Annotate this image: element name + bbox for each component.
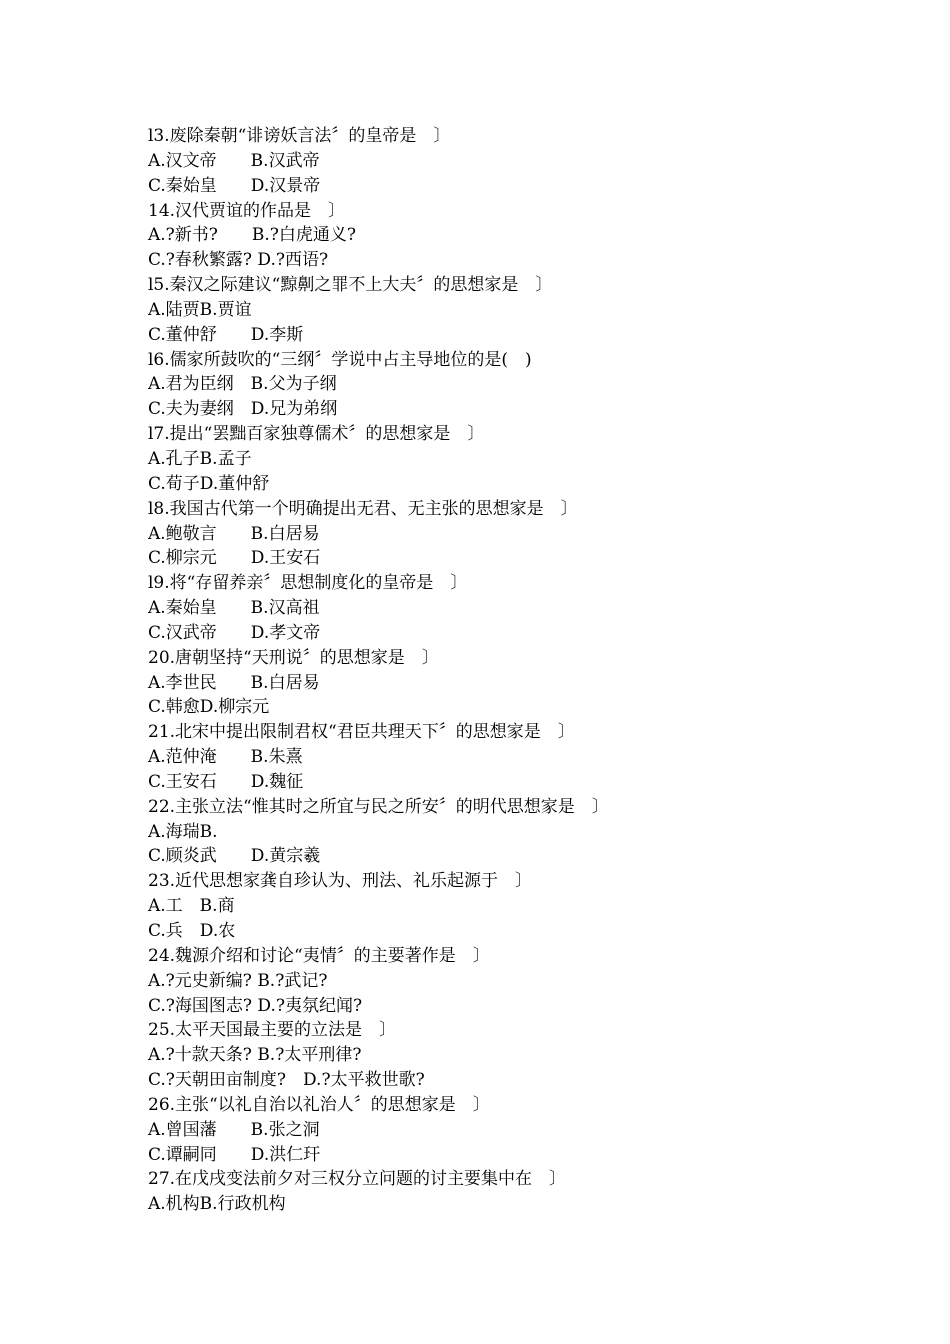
question-22: 22.主张立法“惟其时之所宜与民之所安〞的明代思想家是 〕: [148, 796, 609, 817]
option-line: C.荀子D.董仲舒: [148, 473, 270, 494]
option-line: C.?春秋繁露? D.?西语?: [148, 250, 329, 271]
question-16: l6.儒家所鼓吹的“三纲〞学说中占主导地位的是( ): [148, 349, 532, 370]
option-line: A.?元史新编? B.?武记?: [148, 970, 328, 991]
option-line: A.?新书? B.?白虎通义?: [148, 225, 357, 246]
question-27: 27.在戊戌变法前夕对三权分立问题的讨主要集中在 〕: [148, 1169, 567, 1190]
option-line: A.工 B.商: [148, 896, 235, 917]
option-line: A.秦始皇 B.汉高祖: [148, 598, 320, 619]
option-line: A.李世民 B.白居易: [148, 672, 320, 693]
option-line: C.董仲舒 D.李斯: [148, 324, 304, 345]
option-line: C.夫为妻纲 D.兄为弟纲: [148, 399, 338, 420]
question-19: l9.将“存留养亲〞思想制度化的皇帝是 〕: [148, 573, 468, 594]
option-line: C.柳宗元 D.王安石: [148, 548, 321, 569]
question-17: l7.提出“罢黜百家独尊儒术〞的思想家是 〕: [148, 424, 485, 445]
question-13: l3.废除秦朝“诽谤妖言法〞的皇帝是 〕: [148, 126, 451, 146]
option-line: C.王安石 D.魏征: [148, 771, 304, 792]
option-line: A.曾国藩 B.张之洞: [148, 1119, 320, 1140]
option-line: C.谭嗣同 D.洪仁玕: [148, 1144, 321, 1165]
question-14: 14.汉代贾谊的作品是 〕: [148, 200, 346, 221]
option-line: A.海瑞B.: [148, 821, 218, 842]
question-25: 25.太平天国最主要的立法是 〕: [148, 1020, 397, 1041]
option-line: A.汉文帝 B.汉武帝: [148, 150, 320, 171]
option-line: A.君为臣纲 B.父为子纲: [148, 374, 337, 395]
question-20: 20.唐朝坚持“天刑说〞的思想家是 〕: [148, 647, 439, 668]
question-24: 24.魏源介绍和讨论“夷情〞的主要著作是 〕: [148, 945, 490, 966]
option-line: A.?十款天条? B.?太平刑律?: [148, 1045, 362, 1066]
option-line: C.?海国图志? D.?夷氛纪闻?: [148, 995, 363, 1016]
document-page: [148, 124, 868, 1217]
option-line: C.顾炎武 D.黄宗羲: [148, 846, 321, 867]
option-line: A.孔子B.孟子: [148, 448, 252, 469]
option-line: A.机构B.行政机构: [148, 1194, 286, 1215]
question-18: l8.我国古代第一个明确提出无君、无主张的思想家是 〕: [148, 498, 578, 519]
option-line: C.兵 D.农: [148, 921, 236, 941]
option-line: A.鲍敬言 B.白居易: [148, 523, 320, 544]
option-line: C.秦始皇 D.汉景帝: [148, 175, 321, 196]
option-line: A.陆贾B.贾谊: [148, 299, 252, 320]
question-26: 26.主张“以礼自治以礼治人〞的思想家是 〕: [148, 1094, 490, 1115]
option-line: C.汉武帝 D.孝文帝: [148, 622, 321, 643]
question-23: 23.近代思想家龚自珍认为、刑法、礼乐起源于 〕: [148, 871, 533, 892]
option-line: A.范仲淹 B.朱熹: [148, 747, 303, 768]
question-21: 21.北宋中提出限制君权“君臣共理天下〞的思想家是 〕: [148, 722, 575, 743]
question-15: l5.秦汉之际建议“黥劓之罪不上大夫〞的思想家是 〕: [148, 275, 553, 296]
option-line: C.?天朝田亩制度? D.?太平救世歌?: [148, 1070, 425, 1091]
option-line: C.韩愈D.柳宗元: [148, 697, 270, 718]
